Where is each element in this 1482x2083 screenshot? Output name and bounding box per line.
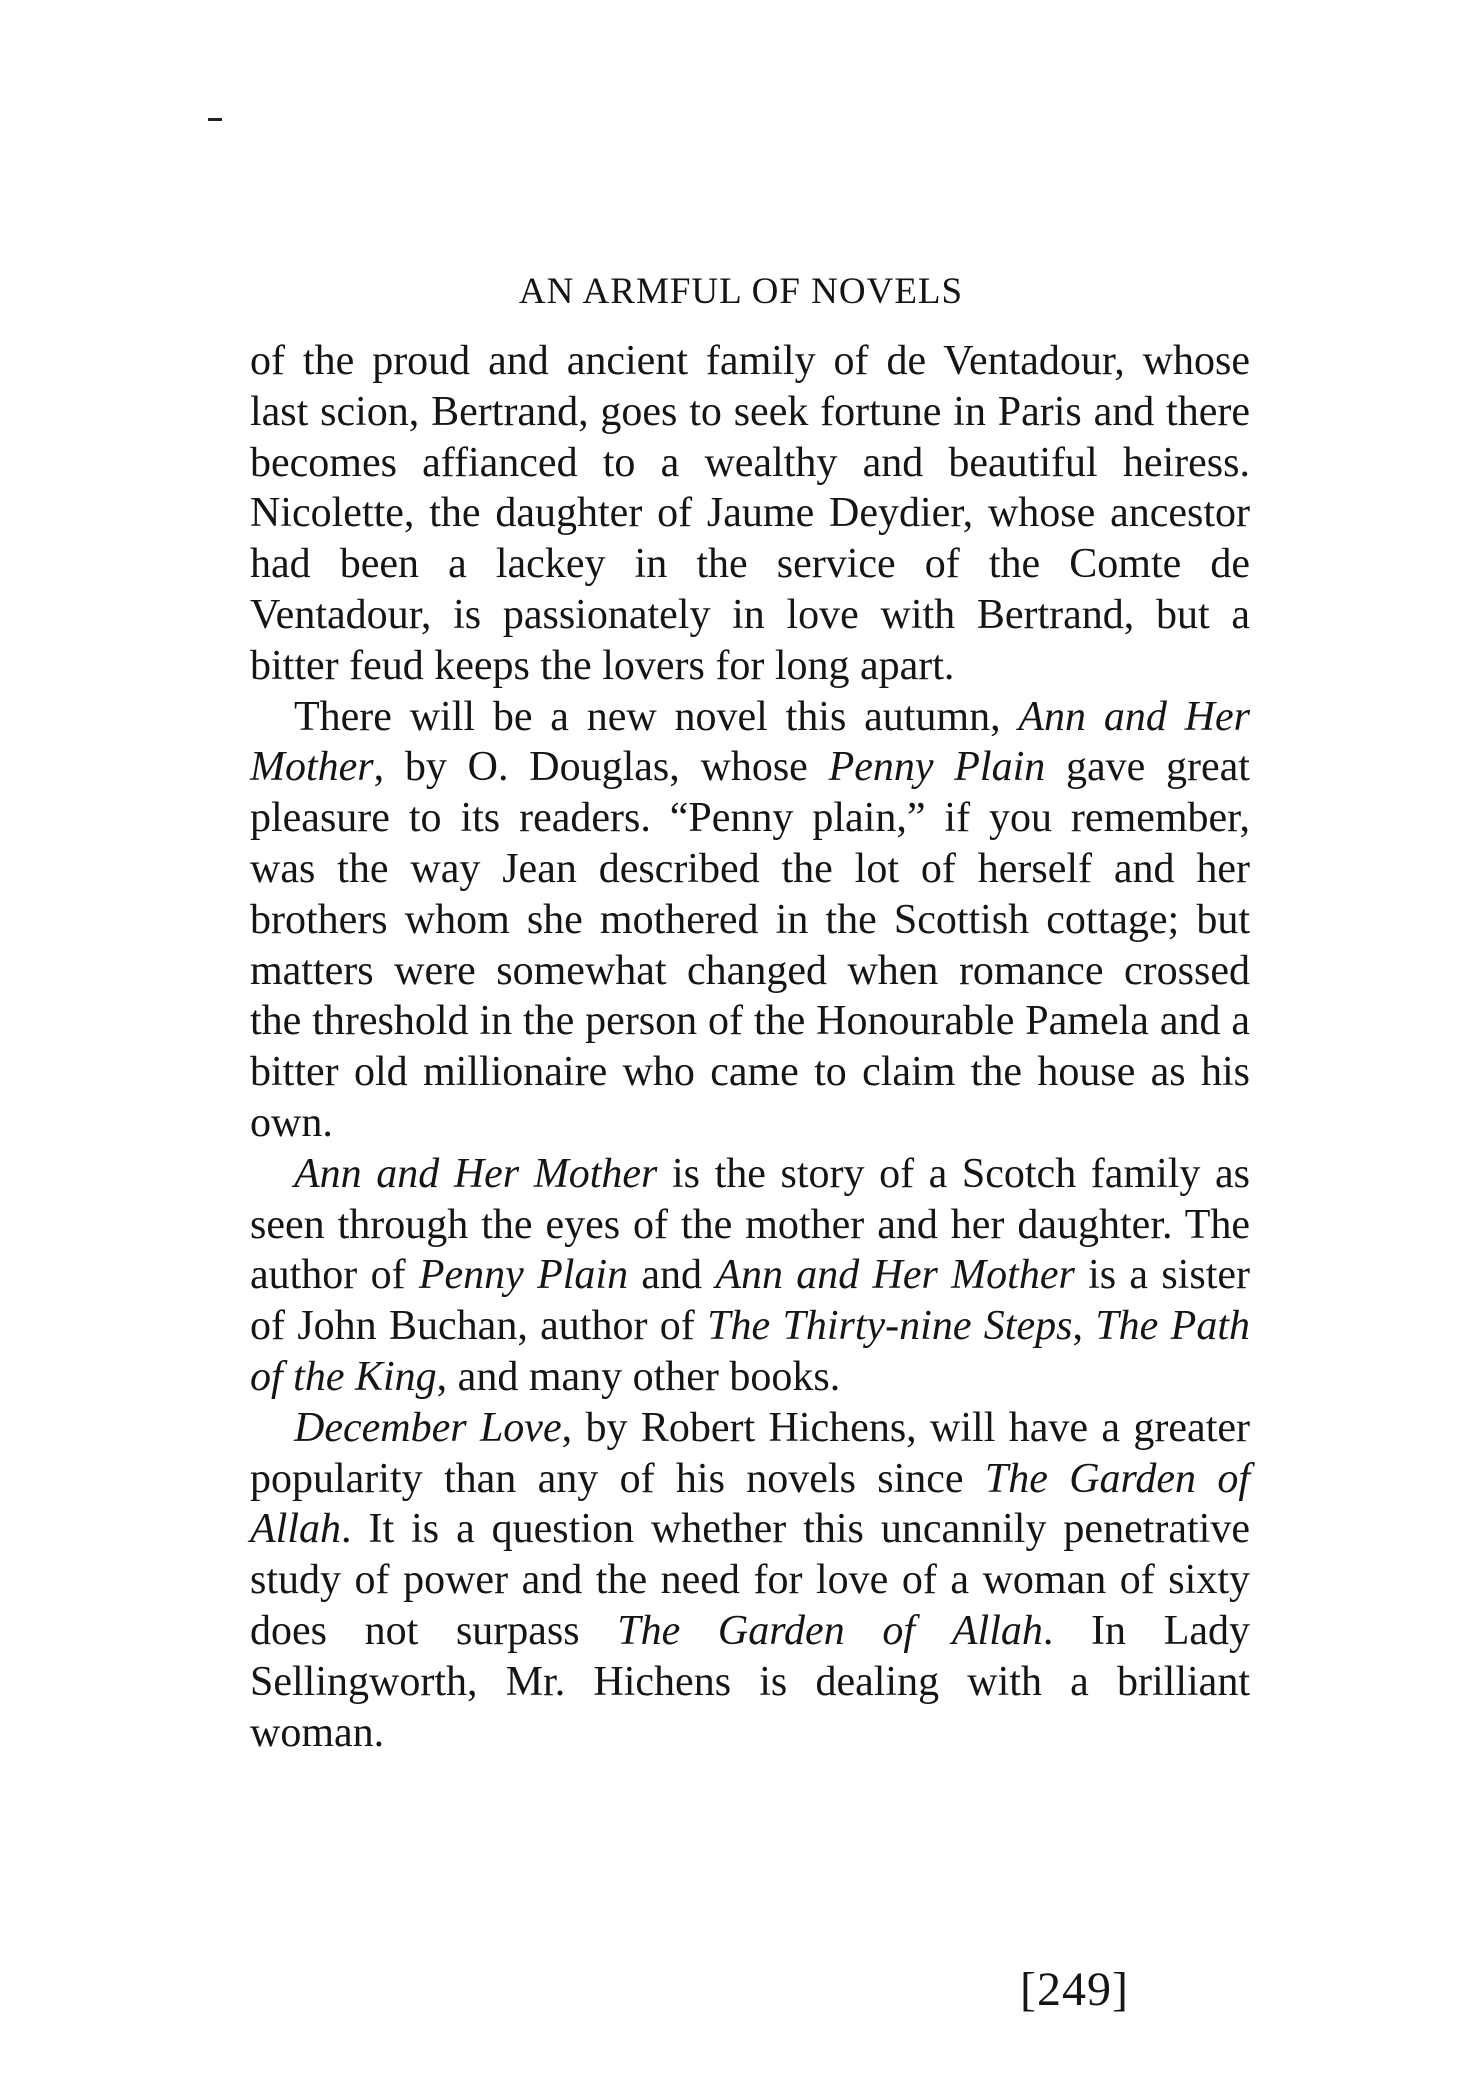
italic-title: Ann and Her Mother	[250, 693, 1250, 791]
italic-title: The Garden of Allah	[250, 1455, 1250, 1553]
text-run: of the proud and ancient family of de Ventadour, whose last scion, Bertrand, goes to seek fortune in Paris and there becomes affianced to a wealthy and beautiful heiress. Nicolette, the daughter of Jaume Deydier, whose ancestor had been a lackey in the service of the Comte de Ventadour, is passionately in love with Bertrand, but a bitter feud keeps the lovers for long apart.	[250, 338, 1250, 689]
text-run: is a sister of John Buchan, author of	[250, 1252, 1250, 1350]
text-run: gave great pleasure to its readers. “Penny plain,” if you remember, was the way Jean described the lot of herself and her brothers whom she mothered in the Scottish cottage; but matters were somewhat changed when romance crossed the threshold in the person of the Honourable Pamela and a bitter old millionaire who came to claim the house as his own.	[250, 744, 1250, 1146]
italic-title: Penny Plain	[828, 744, 1046, 791]
text-run: . In Lady Sellingworth, Mr. Hichens is dealing with a brilliant woman.	[250, 1607, 1250, 1756]
paragraph	[250, 336, 1250, 692]
text-run: , and many other books.	[436, 1353, 841, 1400]
italic-title: The Path of the King	[250, 1303, 1250, 1400]
text-run: , by Robert Hichens, will have a greater popularity than any of his novels since	[250, 1404, 1250, 1502]
text-run: , by O. Douglas, whose	[373, 744, 829, 791]
paragraph	[250, 692, 1250, 1149]
italic-title: Ann and Her Mother	[715, 1252, 1075, 1299]
stray-ink-mark	[208, 118, 222, 121]
text-run: There will be a new novel this autumn,	[294, 693, 1019, 740]
body-text	[250, 336, 1250, 1758]
text-run: and	[628, 1252, 716, 1299]
italic-title: Penny Plain	[418, 1252, 629, 1299]
italic-title: Ann and Her Mother	[294, 1150, 658, 1197]
text-run: is the story of a Scotch family as seen through the eyes of the mother and her daughter. The author of	[250, 1150, 1250, 1299]
paragraph	[250, 1149, 1250, 1403]
paragraph	[250, 1403, 1250, 1759]
text-run: . It is a question whether this uncannily penetrative study of power and the need for love of a woman of sixty does not surpass	[250, 1506, 1250, 1654]
running-head: AN ARMFUL OF NOVELS	[518, 271, 964, 312]
italic-title: December Love	[294, 1404, 562, 1451]
page-number: [249]	[1020, 1963, 1129, 2016]
text-run: ,	[1072, 1303, 1096, 1350]
italic-title: The Thirty-nine Steps	[707, 1303, 1073, 1350]
italic-title: The Garden of Allah	[617, 1607, 1043, 1654]
